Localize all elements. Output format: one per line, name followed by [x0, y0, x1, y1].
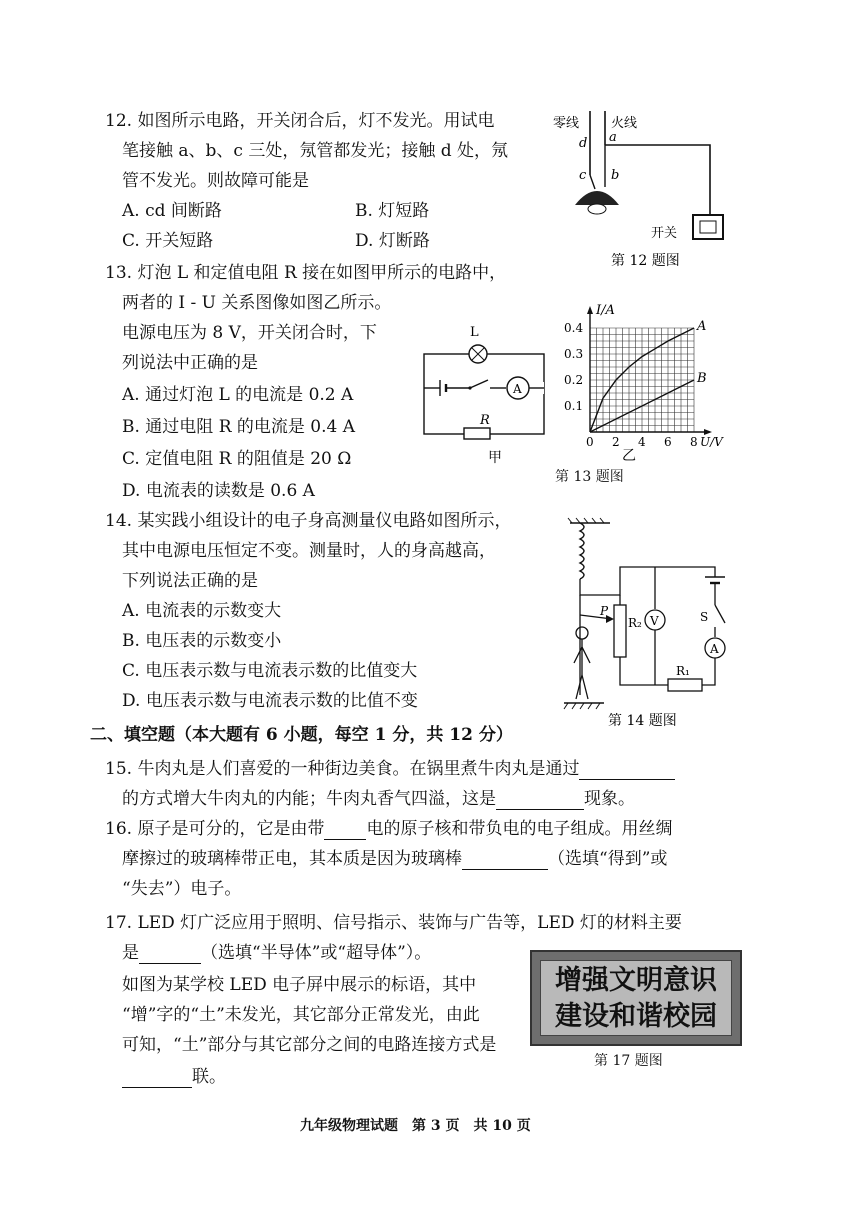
q17-caption: 第 17 题图 — [594, 1053, 663, 1069]
q13-circuit-diagram — [418, 322, 558, 472]
svg-text:R₂: R₂ — [628, 616, 642, 630]
q17-blank-2 — [122, 1071, 192, 1088]
q14-option-d: D. 电压表示数与电流表示数的比值不变 — [122, 691, 418, 711]
q12-circuit-figure — [545, 105, 735, 275]
q12-line3: 管不发光。则故障可能是 — [122, 171, 309, 191]
y-tick-label: 0.3 — [564, 347, 584, 361]
q14-circuit-figure — [560, 515, 735, 730]
q17-line2: 是 （选填“半导体”或“超导体”）。 — [122, 943, 432, 963]
svg-text:P: P — [600, 604, 609, 618]
q14-option-a: A. 电流表的示数变大 — [122, 601, 282, 621]
svg-text:a: a — [609, 130, 617, 145]
y-tick-label: 0.1 — [564, 399, 584, 413]
series-label-A: A — [697, 319, 707, 334]
y-tick-label: 0.2 — [564, 373, 584, 387]
q16-line3: “失去”）电子。 — [122, 879, 242, 899]
q14-line2: 其中电源电压恒定不变。测量时，人的身高越高， — [122, 541, 496, 561]
q14-line1: 14. 某实践小组设计的电子身高测量仪电路如图所示， — [105, 511, 512, 531]
q15-blank-1 — [579, 763, 675, 780]
svg-text:b: b — [611, 168, 620, 183]
svg-text:c: c — [579, 168, 587, 183]
q14-line3: 下列说法正确的是 — [122, 571, 258, 591]
q13-option-d: D. 电流表的读数是 0.6 A — [122, 481, 315, 501]
q12-line1: 12. 如图所示电路，开关闭合后，灯不发光。用试电 — [105, 111, 495, 131]
q13-line4: 列说法中正确的是 — [122, 353, 258, 373]
q17-blank-1 — [139, 947, 201, 964]
q15-line1: 15. 牛肉丸是人们喜爱的一种街边美食。在锅里煮牛肉丸是通过 — [105, 758, 675, 780]
x-tick-label: 6 — [664, 435, 672, 449]
q13-fig-a-label: 甲 — [488, 450, 502, 466]
lamp-shade-icon — [575, 191, 619, 205]
q17-line3: 如图为某学校 LED 电子屏中展示的标语，其中 — [122, 975, 477, 995]
q15-blank-2 — [496, 793, 584, 810]
person-icon — [574, 627, 590, 699]
q17-line1: 17. LED 灯广泛应用于照明、信号指示、装饰与广告等，LED 灯的材料主要 — [105, 913, 682, 933]
q12-option-c: C. 开关短路 — [122, 231, 214, 251]
y-axis-label: I/A — [596, 303, 615, 318]
x-axis-label: U/V — [700, 435, 723, 449]
q13-line2: 两者的 I - U 关系图像如图乙所示。 — [122, 293, 392, 313]
svg-text:L: L — [470, 325, 479, 340]
y-tick-label: 0.4 — [564, 321, 584, 335]
spring-icon — [580, 523, 584, 579]
svg-text:A: A — [710, 642, 719, 656]
page-footer: 九年级物理试题 第 3 页 共 10 页 — [300, 1118, 531, 1134]
q15-line2: 的方式增大牛肉丸的内能；牛肉丸香气四溢，这是 现象。 — [122, 789, 635, 809]
q13-iu-graph — [560, 300, 730, 464]
lamp-bulb-icon — [588, 204, 606, 214]
r1-resistor-icon — [668, 679, 702, 691]
q14-option-c: C. 电压表示数与电流表示数的比值变大 — [122, 661, 418, 681]
x-tick-label: 2 — [612, 435, 620, 449]
q17-line6: 联。 — [122, 1066, 226, 1088]
svg-text:V: V — [650, 614, 659, 628]
q12-caption: 第 12 题图 — [611, 253, 680, 269]
q14-caption: 第 14 题图 — [608, 713, 677, 729]
q12-neutral-label: 零线 — [553, 116, 580, 131]
led-sign-line1: 增强文明意识 — [555, 965, 717, 996]
resistor-icon — [464, 428, 490, 439]
svg-text:R₁: R₁ — [676, 664, 690, 678]
q16-blank-1 — [324, 823, 366, 840]
x-tick-label: 0 — [586, 435, 594, 449]
x-tick-label: 4 — [638, 435, 646, 449]
q14-option-b: B. 电压表的示数变小 — [122, 631, 282, 651]
q13-line1: 13. 灯泡 L 和定值电阻 R 接在如图甲所示的电路中， — [105, 263, 507, 283]
q13-option-a: A. 通过灯泡 L 的电流是 0.2 A — [122, 385, 354, 405]
led-sign-line2: 建设和谐校园 — [555, 1001, 717, 1032]
q13-option-c: C. 定值电阻 R 的阻值是 20 Ω — [122, 449, 352, 469]
svg-text:开关: 开关 — [651, 226, 678, 241]
q16-line2: 摩擦过的玻璃棒带正电，其本质是因为玻璃棒 （选填“得到”或 — [122, 849, 668, 869]
section-2-title: 二、填空题（本大题有 6 小题，每空 1 分，共 12 分） — [90, 725, 513, 745]
r2-slider-icon — [614, 605, 626, 657]
q17-line5: 可知，“土”部分与其它部分之间的电路连接方式是 — [122, 1035, 497, 1055]
q12-option-a: A. cd 间断路 — [122, 201, 222, 221]
svg-text:S: S — [700, 610, 709, 624]
q12-option-d: D. 灯断路 — [355, 231, 430, 251]
series-label-B: B — [697, 371, 707, 386]
svg-text:A: A — [513, 382, 522, 396]
q13-fig-b-label: 乙 — [622, 448, 636, 464]
switch-icon — [715, 605, 725, 623]
q16-blank-2 — [462, 853, 548, 870]
q17-line4: “增”字的“土”未发光，其它部分正常发光，由此 — [122, 1005, 480, 1025]
q16-line1: 16. 原子是可分的，它是由带 电的原子核和带负电的电子组成。用丝绸 — [105, 819, 673, 839]
q12-option-b: B. 灯短路 — [355, 201, 430, 221]
q12-live-label: 火线 — [611, 116, 638, 131]
svg-text:R: R — [480, 413, 490, 428]
q13-option-b: B. 通过电阻 R 的电流是 0.4 A — [122, 417, 356, 437]
x-tick-label: 8 — [690, 435, 698, 449]
led-sign — [530, 950, 742, 1046]
q13-caption: 第 13 题图 — [555, 469, 624, 485]
svg-text:d: d — [579, 136, 588, 151]
q13-line3: 电源电压为 8 V，开关闭合时，下 — [122, 323, 377, 343]
q12-line2: 笔接触 a、b、c 三处，氖管都发光；接触 d 处，氖 — [122, 141, 509, 161]
